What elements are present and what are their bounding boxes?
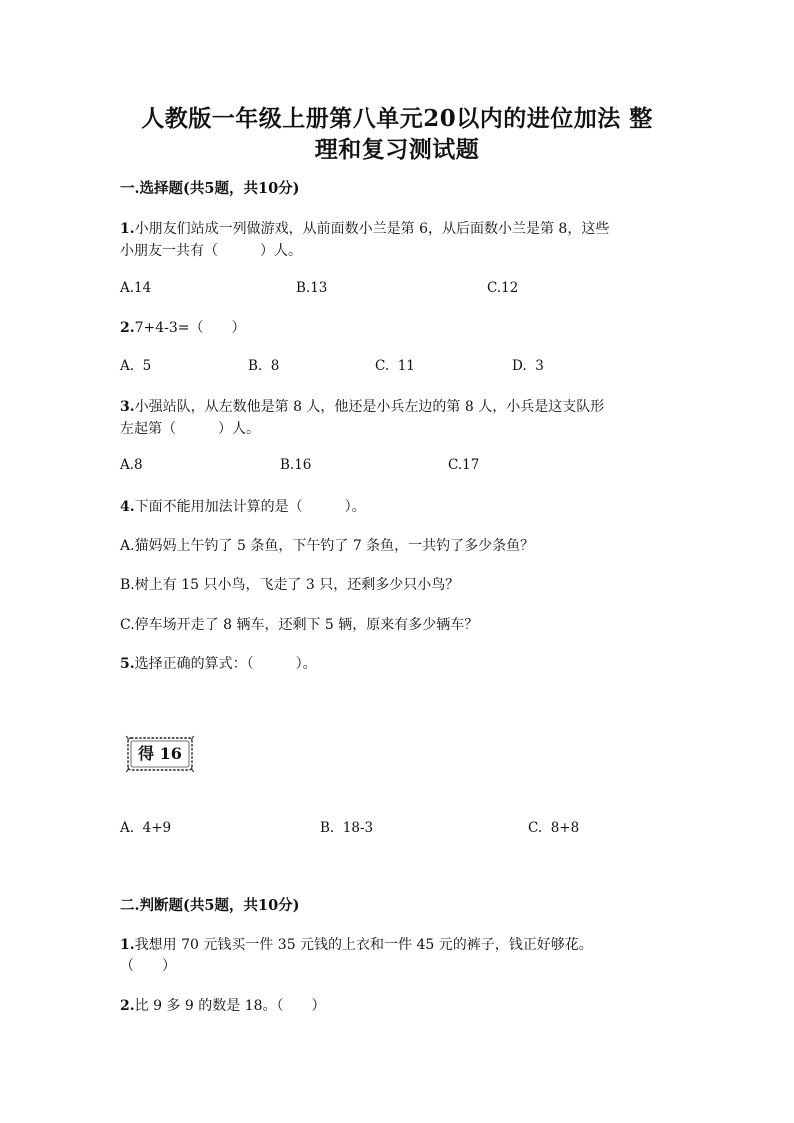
question-number: 2.: [120, 998, 135, 1014]
option-a[interactable]: A. 4+9: [120, 820, 172, 836]
question-text: 下面不能用加法计算的是（ ）。: [134, 499, 366, 515]
title-line-1: 人教版一年级上册第八单元20以内的进位加法 整: [141, 105, 653, 132]
question-number: 2.: [120, 320, 135, 336]
question-1-line-1: [120, 218, 609, 238]
option-c[interactable]: C. 8+8: [528, 820, 580, 836]
question-3-line-2: 左起第（ ）人。: [120, 421, 260, 437]
question-2-line: [120, 317, 246, 337]
title-line-2: 理和复习测试题: [314, 136, 480, 163]
judgement-1-line-1: [120, 934, 593, 954]
question-text: 比 9 多 9 的数是 18。（ ）: [134, 998, 326, 1014]
option-c[interactable]: C. 11: [375, 358, 415, 374]
option-c[interactable]: C.17: [448, 457, 480, 473]
question-5-line: [120, 653, 317, 673]
option-b[interactable]: B. 8: [248, 358, 280, 374]
de-16-card-image: [124, 734, 196, 774]
option-c[interactable]: C.停车场开走了 8 辆车，还剩下 5 辆，原来有多少辆车？: [120, 617, 479, 633]
question-number: 1.: [120, 221, 135, 237]
answer-blank[interactable]: （ ）: [120, 958, 176, 974]
option-a[interactable]: A.8: [120, 457, 143, 473]
question-text: 我想用 70 元钱买一件 35 元钱的上衣和一件 45 元的裤子，钱正好够花。: [134, 937, 593, 953]
question-text: 7+4-3=（ ）: [134, 320, 246, 336]
option-a[interactable]: A.14: [120, 280, 152, 296]
question-4-line: [120, 496, 366, 516]
option-b[interactable]: B.16: [280, 457, 312, 473]
question-text: 小强站队，从左数他是第 8 人，他还是小兵左边的第 8 人，小兵是这支队形: [134, 399, 605, 415]
option-b[interactable]: B.13: [296, 280, 328, 296]
section-heading-judgement: 二.判断题(共5题，共10分): [120, 897, 300, 914]
question-text: 选择正确的算式：（ ）。: [134, 656, 317, 672]
option-b[interactable]: B. 18-3: [320, 820, 374, 836]
section-heading-choice: 一.选择题(共5题，共10分): [120, 180, 300, 197]
option-b[interactable]: B.树上有 15 只小鸟，飞走了 3 只，还剩多少只小鸟？: [120, 577, 460, 593]
question-1-line-2: 小朋友一共有（ ）人。: [120, 243, 302, 259]
card-label: 得 16: [138, 744, 182, 763]
question-number: 5.: [120, 656, 135, 672]
question-number: 4.: [120, 499, 135, 515]
question-number: 3.: [120, 399, 135, 415]
question-number: 1.: [120, 937, 135, 953]
question-text: 小朋友们站成一列做游戏，从前面数小兰是第 6，从后面数小兰是第 8，这些: [134, 221, 610, 237]
question-3-line-1: [120, 396, 604, 416]
judgement-2-line: [120, 995, 326, 1015]
option-a[interactable]: A.猫妈妈上午钓了 5 条鱼，下午钓了 7 条鱼，一共钓了多少条鱼？: [120, 538, 535, 554]
option-a[interactable]: A. 5: [120, 358, 152, 374]
option-c[interactable]: C.12: [487, 280, 519, 296]
option-d[interactable]: D. 3: [512, 358, 544, 374]
